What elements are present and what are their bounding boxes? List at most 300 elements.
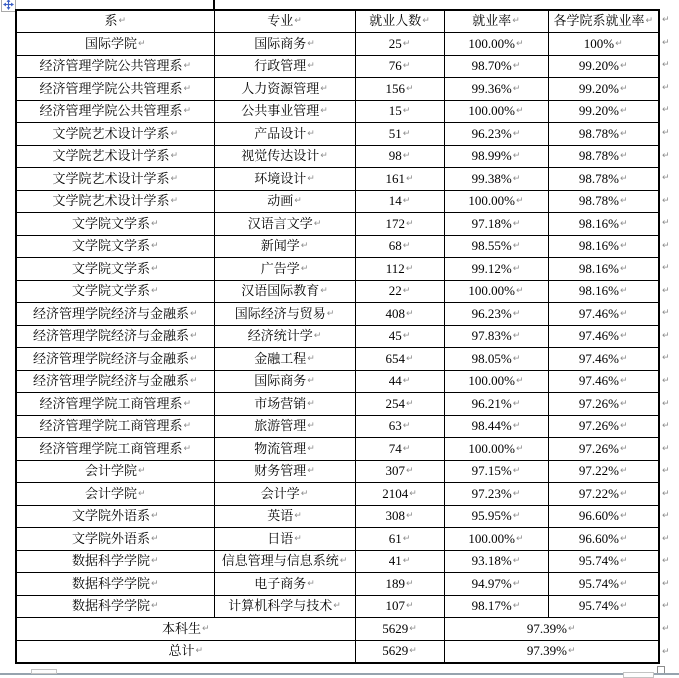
header-cell[interactable] (548, 10, 659, 33)
cell-text: 经济管理学院工商管理系 (39, 440, 183, 456)
college-rate-cell[interactable] (548, 145, 659, 168)
count-cell[interactable] (355, 393, 444, 416)
major-cell[interactable] (214, 370, 355, 393)
end-of-cell-mark-icon: ↵ (402, 38, 411, 49)
end-of-row-mark-icon: ↵ (662, 353, 670, 364)
count-cell[interactable] (355, 100, 444, 123)
end-of-row-mark-icon: ↵ (662, 150, 670, 161)
end-of-cell-mark-icon: ↵ (307, 173, 315, 184)
end-of-row-mark-icon: ↵ (662, 218, 670, 229)
end-of-cell-mark-icon: ↵ (300, 263, 309, 274)
table-row (16, 393, 659, 416)
end-of-row-marks (662, 9, 676, 663)
department-cell[interactable] (16, 370, 214, 393)
employment-rate-table[interactable] (15, 9, 660, 664)
college-rate-cell[interactable] (548, 370, 659, 393)
summary-label-cell[interactable] (16, 618, 355, 641)
cell-text: 654 (385, 350, 405, 366)
end-of-cell-mark-icon: ↵ (150, 533, 159, 544)
header-row (16, 10, 659, 33)
cell-text: 95.74% (578, 575, 620, 591)
end-of-cell-mark-icon: ↵ (409, 488, 417, 499)
count-cell[interactable] (355, 33, 444, 56)
end-of-row-mark-icon: ↵ (662, 173, 670, 184)
end-of-row-mark-icon: ↵ (662, 556, 670, 567)
end-of-cell-mark-icon: ↵ (307, 128, 315, 139)
end-of-cell-mark-icon: ↵ (516, 376, 524, 387)
rate-cell[interactable] (444, 550, 548, 573)
college-rate-cell[interactable] (548, 528, 659, 551)
department-cell[interactable] (16, 415, 214, 438)
count-cell[interactable] (355, 145, 444, 168)
header-cell[interactable] (355, 10, 444, 33)
end-of-cell-mark-icon: ↵ (150, 241, 159, 252)
scrollbar-tab-right[interactable] (623, 672, 654, 678)
end-of-row-mark-icon: ↵ (662, 421, 670, 432)
rate-cell[interactable] (444, 213, 548, 236)
major-cell[interactable] (214, 438, 355, 461)
end-of-cell-mark-icon: ↵ (516, 443, 524, 454)
cell-text: 产品设计 (254, 125, 307, 141)
count-cell[interactable] (355, 303, 444, 326)
college-rate-cell[interactable] (548, 258, 659, 281)
department-cell[interactable] (16, 505, 214, 528)
end-of-cell-mark-icon: ↵ (512, 466, 521, 477)
major-cell[interactable] (214, 100, 355, 123)
cell-text: 97.46% (578, 350, 620, 366)
major-cell[interactable] (214, 213, 355, 236)
department-cell[interactable] (16, 55, 214, 78)
end-of-cell-mark-icon: ↵ (620, 353, 628, 364)
end-of-cell-mark-icon: ↵ (512, 16, 520, 27)
college-rate-cell[interactable] (548, 348, 659, 371)
college-rate-cell[interactable] (548, 235, 659, 258)
college-rate-cell[interactable] (548, 168, 659, 191)
department-cell[interactable] (16, 190, 214, 213)
end-of-cell-mark-icon: ↵ (320, 106, 328, 117)
rate-cell[interactable] (444, 573, 548, 596)
cell-text: 25 (388, 35, 402, 51)
rate-cell[interactable] (444, 123, 548, 146)
summary-row (16, 618, 659, 641)
college-rate-cell[interactable] (548, 100, 659, 123)
count-cell[interactable] (355, 415, 444, 438)
end-of-cell-mark-icon: ↵ (189, 331, 198, 342)
end-of-cell-mark-icon: ↵ (620, 128, 628, 139)
end-of-cell-mark-icon: ↵ (183, 83, 192, 94)
cell-text: 99.36% (471, 80, 512, 96)
college-rate-cell[interactable] (548, 303, 659, 326)
end-of-cell-mark-icon: ↵ (512, 151, 521, 162)
department-cell[interactable] (16, 483, 214, 506)
count-cell[interactable] (355, 168, 444, 191)
count-cell[interactable] (355, 123, 444, 146)
cell-text: 95.74% (578, 553, 620, 569)
end-of-cell-mark-icon: ↵ (512, 61, 521, 72)
cell-text: 本科生 (161, 620, 201, 636)
summary-count-cell[interactable] (355, 618, 444, 641)
rate-cell[interactable] (444, 528, 548, 551)
end-of-cell-mark-icon: ↵ (402, 331, 411, 342)
end-of-cell-mark-icon: ↵ (405, 308, 414, 319)
cell-text: 96.60% (578, 508, 620, 524)
end-of-cell-mark-icon: ↵ (620, 106, 628, 117)
rate-cell[interactable] (444, 483, 548, 506)
cell-text: 15 (388, 103, 402, 119)
count-cell[interactable] (355, 460, 444, 483)
rate-cell[interactable] (444, 303, 548, 326)
table-move-handle-icon[interactable] (1, 0, 16, 12)
major-cell[interactable] (214, 483, 355, 506)
table-row (16, 145, 659, 168)
scrollbar-tab-left[interactable] (31, 669, 57, 674)
cell-text: 计算机科学与技术 (228, 598, 333, 614)
cell-text: 189 (385, 575, 405, 591)
cell-text: 环境设计 (254, 170, 307, 186)
college-rate-cell[interactable] (548, 460, 659, 483)
cell-text: 数据科学学院 (71, 575, 150, 591)
rate-cell[interactable] (444, 55, 548, 78)
rate-cell[interactable] (444, 190, 548, 213)
count-cell[interactable] (355, 550, 444, 573)
department-cell[interactable] (16, 100, 214, 123)
table-row (16, 303, 659, 326)
header-cell[interactable] (214, 10, 355, 33)
summary-count-cell[interactable] (355, 640, 444, 663)
rate-cell[interactable] (444, 78, 548, 101)
end-of-cell-mark-icon: ↵ (405, 466, 414, 477)
end-of-cell-mark-icon: ↵ (195, 645, 204, 656)
department-cell[interactable] (16, 303, 214, 326)
cell-text: 市场营销 (254, 395, 307, 411)
department-cell[interactable] (16, 573, 214, 596)
college-rate-cell[interactable] (548, 123, 659, 146)
horizontal-scrollbar[interactable] (0, 673, 679, 675)
college-rate-cell[interactable] (548, 325, 659, 348)
rate-cell[interactable] (444, 145, 548, 168)
department-cell[interactable] (16, 280, 214, 303)
cell-text: 97.46% (578, 328, 620, 344)
end-of-cell-mark-icon: ↵ (189, 376, 198, 387)
table-row (16, 280, 659, 303)
end-of-cell-mark-icon: ↵ (402, 196, 411, 207)
department-cell[interactable] (16, 168, 214, 191)
table-row (16, 528, 659, 551)
count-cell[interactable] (355, 235, 444, 258)
count-cell[interactable] (355, 370, 444, 393)
major-cell[interactable] (214, 258, 355, 281)
rate-cell[interactable] (444, 370, 548, 393)
cell-text: 98.55% (471, 238, 512, 254)
major-cell[interactable] (214, 55, 355, 78)
cell-text: 经济统计学 (247, 328, 313, 344)
major-cell[interactable] (214, 33, 355, 56)
end-of-cell-mark-icon: ↵ (405, 218, 414, 229)
college-rate-cell[interactable] (548, 280, 659, 303)
count-cell[interactable] (355, 325, 444, 348)
end-of-cell-mark-icon: ↵ (512, 556, 521, 567)
end-of-cell-mark-icon: ↵ (620, 421, 628, 432)
header-cell[interactable] (16, 10, 214, 33)
count-cell[interactable] (355, 190, 444, 213)
end-of-cell-mark-icon: ↵ (320, 151, 328, 162)
major-cell[interactable] (214, 280, 355, 303)
cell-text: 98.16% (578, 215, 620, 231)
end-of-cell-mark-icon: ↵ (620, 173, 628, 184)
cell-text: 98.78% (578, 125, 620, 141)
count-cell[interactable] (355, 348, 444, 371)
college-rate-cell[interactable] (548, 78, 659, 101)
college-rate-cell[interactable] (548, 505, 659, 528)
end-of-cell-mark-icon: ↵ (402, 421, 411, 432)
end-of-cell-mark-icon: ↵ (512, 578, 521, 589)
count-cell[interactable] (355, 213, 444, 236)
count-cell[interactable] (355, 528, 444, 551)
major-cell[interactable] (214, 460, 355, 483)
cell-text: 100.00% (468, 530, 516, 546)
table-row (16, 595, 659, 618)
cell-text: 经济管理学院经济与金融系 (32, 373, 189, 389)
cell-text: 100.00% (468, 440, 516, 456)
count-cell[interactable] (355, 505, 444, 528)
college-rate-cell[interactable] (548, 393, 659, 416)
count-cell[interactable] (355, 280, 444, 303)
major-cell[interactable] (214, 415, 355, 438)
cell-text: 161 (385, 170, 405, 186)
rate-cell[interactable] (444, 258, 548, 281)
cell-text: 99.20% (578, 58, 620, 74)
cell-text: 100.00% (468, 193, 516, 209)
department-cell[interactable] (16, 235, 214, 258)
cell-text: 98.78% (578, 170, 620, 186)
end-of-cell-mark-icon: ↵ (620, 151, 628, 162)
cell-text: 信息管理与信息系统 (221, 553, 339, 569)
table-row (16, 33, 659, 56)
department-cell[interactable] (16, 33, 214, 56)
count-cell[interactable] (355, 573, 444, 596)
cell-text: 97.39% (526, 620, 568, 636)
count-cell[interactable] (355, 595, 444, 618)
cell-text: 254 (385, 395, 405, 411)
rate-cell[interactable] (444, 415, 548, 438)
table-row (16, 213, 659, 236)
end-of-cell-mark-icon: ↵ (512, 173, 521, 184)
end-of-cell-mark-icon: ↵ (512, 511, 521, 522)
cell-text: 100% (583, 35, 615, 51)
count-cell[interactable] (355, 483, 444, 506)
end-of-cell-mark-icon: ↵ (150, 556, 159, 567)
cell-text: 107 (385, 598, 405, 614)
count-cell[interactable] (355, 78, 444, 101)
cell-text: 系 (104, 13, 118, 29)
end-of-cell-mark-icon: ↵ (620, 488, 628, 499)
major-cell[interactable] (214, 505, 355, 528)
major-cell[interactable] (214, 550, 355, 573)
rate-cell[interactable] (444, 595, 548, 618)
major-cell[interactable] (214, 303, 355, 326)
end-of-cell-mark-icon: ↵ (512, 601, 521, 612)
rate-cell[interactable] (444, 168, 548, 191)
department-cell[interactable] (16, 78, 214, 101)
college-rate-cell[interactable] (548, 415, 659, 438)
cell-text: 汉语言文学 (247, 215, 313, 231)
end-of-cell-mark-icon: ↵ (326, 308, 335, 319)
table-row (16, 348, 659, 371)
cell-text: 视觉传达设计 (241, 148, 320, 164)
cell-text: 国际经济与贸易 (234, 305, 326, 321)
department-cell[interactable] (16, 258, 214, 281)
cell-text: 307 (385, 463, 405, 479)
table-row (16, 550, 659, 573)
cell-text: 文学院外语系 (71, 530, 150, 546)
major-cell[interactable] (214, 595, 355, 618)
count-cell[interactable] (355, 438, 444, 461)
end-of-cell-mark-icon: ↵ (512, 241, 521, 252)
end-of-cell-mark-icon: ↵ (516, 533, 524, 544)
end-of-cell-mark-icon: ↵ (307, 61, 315, 72)
count-cell[interactable] (355, 55, 444, 78)
major-cell[interactable] (214, 393, 355, 416)
end-of-cell-mark-icon: ↵ (150, 263, 159, 274)
cell-text: 经济管理学院公共管理系 (39, 103, 183, 119)
major-cell[interactable] (214, 168, 355, 191)
end-of-cell-mark-icon: ↵ (405, 83, 414, 94)
major-cell[interactable] (214, 145, 355, 168)
summary-rate-cell[interactable] (444, 640, 659, 663)
end-of-row-mark-icon: ↵ (662, 15, 670, 26)
rate-cell[interactable] (444, 100, 548, 123)
rate-cell[interactable] (444, 505, 548, 528)
end-of-cell-mark-icon: ↵ (512, 398, 521, 409)
end-of-cell-mark-icon: ↵ (294, 533, 302, 544)
end-of-cell-mark-icon: ↵ (620, 466, 628, 477)
cell-text: 5629 (382, 642, 409, 658)
end-of-cell-mark-icon: ↵ (620, 83, 628, 94)
end-of-cell-mark-icon: ↵ (402, 241, 411, 252)
department-cell[interactable] (16, 213, 214, 236)
end-of-cell-mark-icon: ↵ (313, 331, 322, 342)
rate-cell[interactable] (444, 235, 548, 258)
cell-text: 文学院外语系 (71, 508, 150, 524)
college-rate-cell[interactable] (548, 190, 659, 213)
end-of-cell-mark-icon: ↵ (150, 601, 159, 612)
cell-text: 文学院艺术设计学系 (52, 148, 170, 164)
department-cell[interactable] (16, 123, 214, 146)
cell-text: 14 (388, 193, 402, 209)
end-of-row-mark-icon: ↵ (662, 488, 670, 499)
college-rate-cell[interactable] (548, 55, 659, 78)
cell-text: 22 (388, 283, 402, 299)
major-cell[interactable] (214, 235, 355, 258)
rate-cell[interactable] (444, 280, 548, 303)
cell-text: 经济管理学院经济与金融系 (32, 328, 189, 344)
department-cell[interactable] (16, 528, 214, 551)
rate-cell[interactable] (444, 393, 548, 416)
cell-text: 数据科学学院 (71, 598, 150, 614)
cell-text: 公共事业管理 (241, 103, 320, 119)
end-of-cell-mark-icon: ↵ (137, 466, 146, 477)
rate-cell[interactable] (444, 348, 548, 371)
end-of-cell-mark-icon: ↵ (620, 556, 628, 567)
college-rate-cell[interactable] (548, 550, 659, 573)
end-of-cell-mark-icon: ↵ (615, 38, 623, 49)
end-of-cell-mark-icon: ↵ (405, 173, 414, 184)
end-of-cell-mark-icon: ↵ (300, 241, 309, 252)
end-of-cell-mark-icon: ↵ (307, 38, 315, 49)
cell-text: 94.97% (471, 575, 512, 591)
major-cell[interactable] (214, 573, 355, 596)
end-of-cell-mark-icon: ↵ (405, 578, 414, 589)
rate-cell[interactable] (444, 460, 548, 483)
end-of-cell-mark-icon: ↵ (620, 578, 628, 589)
cell-text: 98.16% (578, 260, 620, 276)
rate-cell[interactable] (444, 325, 548, 348)
major-cell[interactable] (214, 325, 355, 348)
department-cell[interactable] (16, 393, 214, 416)
cell-text: 51 (388, 125, 402, 141)
cell-text: 74 (388, 440, 402, 456)
cell-text: 97.15% (471, 463, 512, 479)
summary-label-cell[interactable] (16, 640, 355, 663)
rate-cell[interactable] (444, 33, 548, 56)
end-of-cell-mark-icon: ↵ (620, 241, 628, 252)
cell-text: 98.99% (471, 148, 512, 164)
cell-text: 172 (385, 215, 405, 231)
end-of-cell-mark-icon: ↵ (150, 286, 159, 297)
end-of-cell-mark-icon: ↵ (300, 488, 309, 499)
college-rate-cell[interactable] (548, 573, 659, 596)
cell-text: 新闻学 (260, 238, 300, 254)
cell-text: 财务管理 (254, 463, 307, 479)
cell-text: 100.00% (468, 35, 516, 51)
department-cell[interactable] (16, 550, 214, 573)
department-cell[interactable] (16, 325, 214, 348)
college-rate-cell[interactable] (548, 595, 659, 618)
department-cell[interactable] (16, 438, 214, 461)
end-of-cell-mark-icon: ↵ (183, 61, 192, 72)
cell-text: 96.60% (578, 530, 620, 546)
rate-cell[interactable] (444, 438, 548, 461)
department-cell[interactable] (16, 145, 214, 168)
cell-text: 人力资源管理 (241, 80, 320, 96)
college-rate-cell[interactable] (548, 33, 659, 56)
cell-text: 44 (388, 373, 402, 389)
end-of-cell-mark-icon: ↵ (512, 128, 521, 139)
end-of-row-mark-icon: ↵ (662, 82, 670, 93)
department-cell[interactable] (16, 460, 214, 483)
department-cell[interactable] (16, 595, 214, 618)
major-cell[interactable] (214, 190, 355, 213)
college-rate-cell[interactable] (548, 438, 659, 461)
cell-text: 112 (385, 260, 405, 276)
major-cell[interactable] (214, 78, 355, 101)
major-cell[interactable] (214, 348, 355, 371)
college-rate-cell[interactable] (548, 213, 659, 236)
count-cell[interactable] (355, 258, 444, 281)
major-cell[interactable] (214, 528, 355, 551)
department-cell[interactable] (16, 348, 214, 371)
end-of-cell-mark-icon: ↵ (320, 83, 328, 94)
major-cell[interactable] (214, 123, 355, 146)
end-of-row-mark-icon: ↵ (662, 511, 670, 522)
college-rate-cell[interactable] (548, 483, 659, 506)
cell-text: 总计 (168, 642, 195, 658)
summary-rate-cell[interactable] (444, 618, 659, 641)
cell-text: 100.00% (468, 283, 516, 299)
cell-text: 98.70% (471, 58, 512, 74)
cell-text: 文学院文学系 (71, 283, 150, 299)
header-cell[interactable] (444, 10, 548, 33)
